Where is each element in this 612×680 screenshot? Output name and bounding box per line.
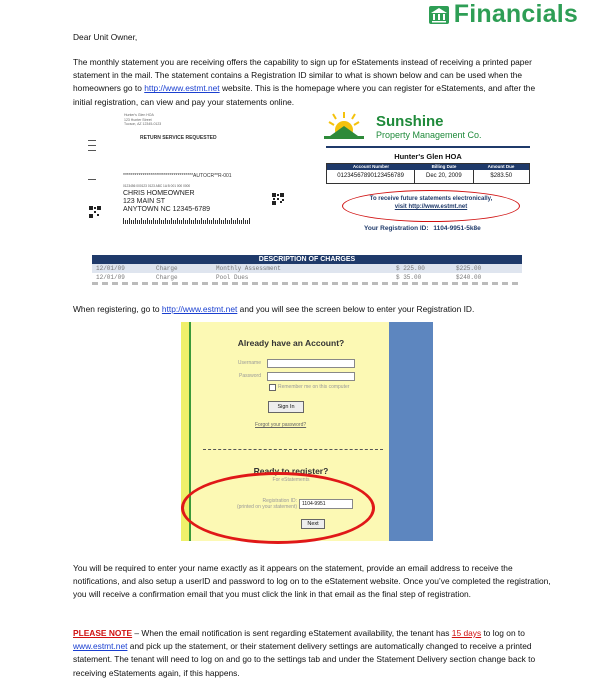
sign-in-button[interactable]: Sign In bbox=[268, 401, 304, 413]
hoa-name: Hunter's Glen HOA bbox=[394, 152, 462, 161]
return-address bbox=[124, 113, 161, 127]
charges-table bbox=[92, 264, 522, 285]
billing-date: Dec 20, 2009 bbox=[415, 170, 473, 183]
owner-name: CHRIS HOMEOWNER bbox=[123, 190, 195, 197]
return-addr-line: Hunter's Glen HOA bbox=[124, 113, 154, 117]
salutation: Dear Unit Owner, bbox=[73, 32, 138, 42]
divider bbox=[203, 449, 383, 450]
return-addr-line: 123 Hunter Street bbox=[124, 117, 152, 122]
owner-street: 123 MAIN ST bbox=[123, 198, 166, 205]
charge-type: Charge bbox=[156, 265, 178, 272]
username-label: Username bbox=[237, 360, 261, 366]
qr-code-icon bbox=[89, 206, 101, 218]
qr-code-icon bbox=[272, 193, 284, 205]
col-account: Account Number bbox=[352, 164, 390, 169]
estmt-link[interactable]: http://www.estmt.net bbox=[161, 304, 238, 314]
barcode-number: 0123456 000123 0123 ABC 1A B 001 000 0000 bbox=[123, 184, 191, 188]
table-row bbox=[92, 264, 522, 273]
register-text-a: When registering, go to bbox=[73, 304, 162, 314]
charge-balance: $225.00 bbox=[456, 265, 482, 272]
charge-date: 12/01/09 bbox=[96, 274, 125, 281]
tick-mark bbox=[88, 179, 96, 180]
owner-address bbox=[123, 190, 210, 214]
reg-id: 1104-9951-5k8e bbox=[433, 225, 481, 232]
estmt-link[interactable]: http://www.estmt.net bbox=[144, 83, 220, 94]
charge-type: Charge bbox=[156, 274, 178, 281]
registration-id-line bbox=[364, 225, 481, 232]
charge-date: 12/01/09 bbox=[96, 265, 125, 272]
statement-sample bbox=[84, 110, 530, 298]
owner-city: ANYTOWN NC 12345-6789 bbox=[123, 206, 211, 213]
instructions-paragraph: You will be required to enter your name exactly as it appears on the statement, provide an email address to receive the notifications, and also setup a userID and password to log on to the eStatement website. Once you’ve completed the registration, you will receive a confirmation email that you must click the link in that email as the final step of registration. bbox=[73, 563, 551, 600]
amount-due: $283.50 bbox=[490, 173, 513, 179]
login-heading: Already have an Account? bbox=[237, 338, 345, 348]
company-name: Sunshine bbox=[376, 113, 444, 130]
divider bbox=[326, 146, 530, 148]
note-label: PLEASE NOTE bbox=[73, 628, 133, 638]
note-text-b: to log on to bbox=[481, 628, 525, 638]
estmt-callout-line: visit http://www.estmt.net bbox=[394, 204, 468, 210]
intro-text-a: The monthly statement you are receiving offers the capability to sign up for eStatements instead of receiving a printed paper statement in the mail. The statement contains a Registration ID similar to what is shown below and can be used when the homeowners go to bbox=[73, 57, 532, 94]
register-paragraph bbox=[73, 303, 553, 316]
password-input[interactable] bbox=[267, 372, 355, 381]
charge-amount: $ 35.00 bbox=[396, 274, 422, 281]
reg-label: Your Registration ID: bbox=[364, 225, 429, 232]
sun-logo-icon bbox=[324, 110, 364, 142]
remember-label: Remember me on this computer bbox=[278, 384, 350, 390]
side-panel bbox=[389, 322, 433, 541]
estmt-callout bbox=[342, 195, 520, 211]
account-table bbox=[326, 163, 530, 184]
note-text-c: and pick up the statement, or their statement delivery settings are automatically changed to receive a printed statement. The tenant will need to log on and go to the settings tab and under the Statement Delivery section change back to receiving eStatements again, if this happens. bbox=[73, 641, 536, 678]
note-text-a: – When the email notification is sent regarding eStatement availability, the tenant has bbox=[132, 628, 452, 638]
register-text-b: and you will see the screen below to enter your Registration ID. bbox=[237, 304, 475, 314]
account-number: 01234567890123456789 bbox=[327, 170, 415, 183]
next-button[interactable]: Next bbox=[301, 519, 325, 529]
note-paragraph bbox=[73, 627, 553, 680]
registration-id-input[interactable]: 1104-9951 bbox=[299, 499, 353, 509]
reg-field-sub-text: (printed on your statement) bbox=[236, 504, 297, 510]
company-sub: Property Management Co. bbox=[376, 130, 482, 140]
charge-amount: $ 225.00 bbox=[396, 265, 425, 272]
torn-edge bbox=[92, 282, 522, 285]
charges-header: DESCRIPTION OF CHARGES bbox=[92, 255, 522, 264]
col-billing: Billing Date bbox=[431, 164, 457, 169]
bank-icon bbox=[428, 5, 450, 25]
intro-text-b: website. This is the homepage where you can register for eStatements, and after the initial registration, can view and pay your statements online. bbox=[73, 83, 536, 107]
charge-desc: Monthly Assessment bbox=[216, 265, 281, 272]
register-sub: For eStatements bbox=[272, 477, 310, 483]
password-label: Password bbox=[239, 373, 261, 379]
col-amount: Amount Due bbox=[487, 164, 515, 169]
forgot-password-link[interactable]: Forgot your password? bbox=[255, 422, 307, 428]
postal-barcode bbox=[123, 218, 253, 224]
estmt-link[interactable]: www.estmt.net bbox=[73, 641, 128, 652]
brand-logo bbox=[428, 0, 578, 29]
autocr-line: ************************************AUTOCR**R-001 bbox=[123, 173, 232, 179]
reg-field-label-text: Registration ID: bbox=[262, 498, 297, 504]
remember-checkbox[interactable] bbox=[269, 384, 276, 391]
username-input[interactable] bbox=[267, 359, 355, 368]
return-addr-line: Tucson, AZ 12345-0123 bbox=[124, 122, 162, 126]
tick-marks bbox=[88, 140, 96, 152]
estmt-callout-line: To receive future statements electronically, bbox=[369, 196, 493, 202]
return-service: RETURN SERVICE REQUESTED bbox=[140, 135, 217, 141]
brand-name: Financials bbox=[453, 0, 578, 28]
intro-paragraph bbox=[73, 56, 553, 109]
login-screenshot bbox=[181, 322, 433, 541]
charge-balance: $240.00 bbox=[456, 274, 482, 281]
charge-desc: Pool Dues bbox=[216, 274, 249, 281]
register-heading: Ready to register? bbox=[253, 466, 329, 476]
table-row bbox=[92, 273, 522, 282]
note-days: 15 days bbox=[451, 628, 482, 638]
highlight-ellipse bbox=[181, 472, 375, 544]
